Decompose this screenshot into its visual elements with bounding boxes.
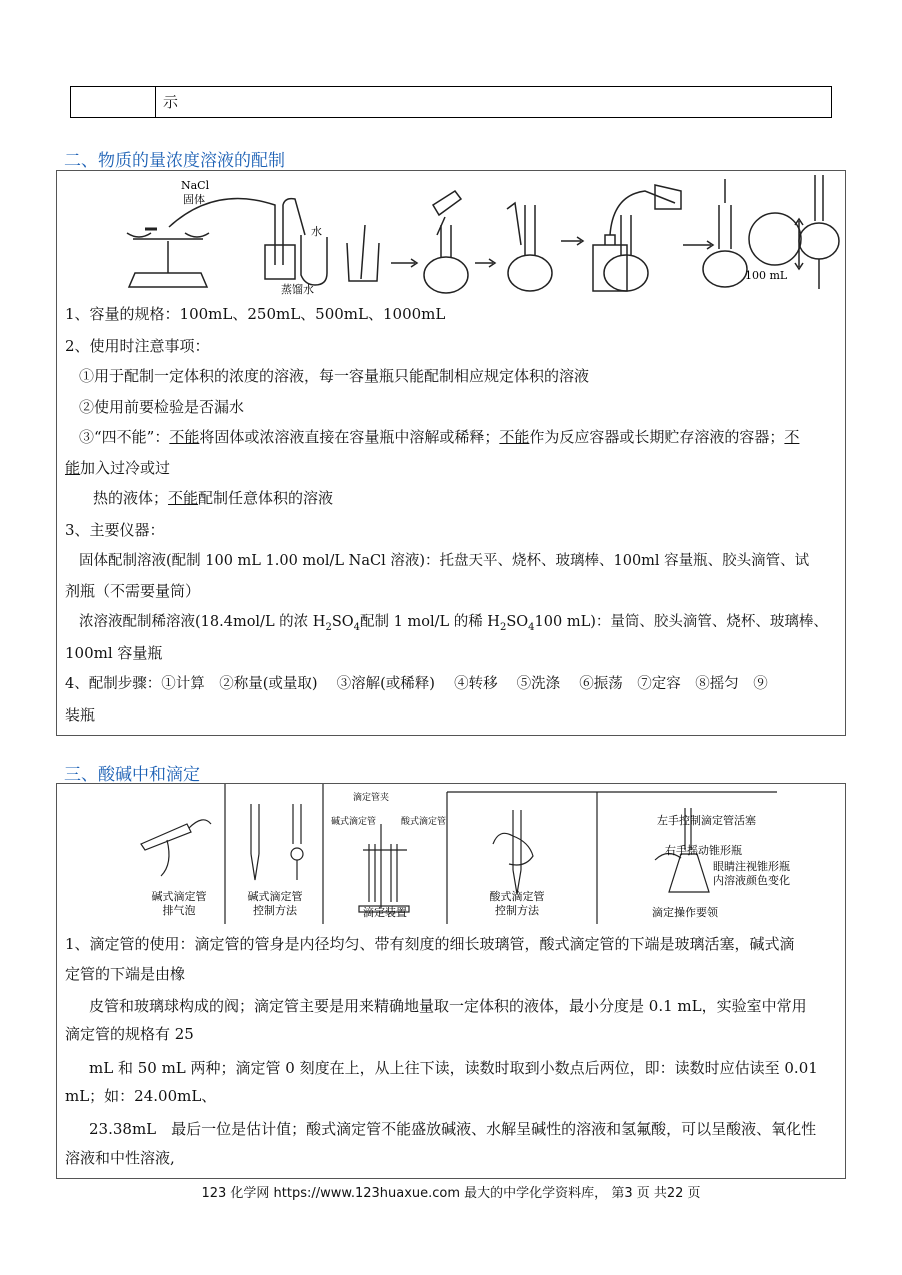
- text-line: 能加入过冷或过: [65, 459, 171, 477]
- text-line: 3、主要仪器：: [65, 521, 165, 539]
- text-line: 固体配制溶液(配制 100 mL 1.00 mol/L NaCl 溶液)：托盘天平、烧杯、玻璃棒、100ml 容量瓶、胶头滴管、试: [79, 553, 810, 569]
- text-line: 4、配制步骤：①计算 ②称量(或量取) ③溶解(或稀释) ④转移 ⑤洗涤 ⑥振荡 ⑦定容 ⑧摇匀 ⑨: [65, 676, 768, 692]
- text-line: 皮管和玻璃球构成的阀；滴定管主要是用来精确地量取一定体积的液体，最小分度是 0.1 mL，实验室中常用: [89, 997, 807, 1015]
- caption-base-burette-control: 碱式滴定管: [247, 890, 303, 903]
- text-line: 23.38mL 最后一位是估计值；酸式滴定管不能盛放碱液、水解呈碱性的溶液和氢氟酸，可以呈酸液、氧化性: [89, 1120, 817, 1138]
- text-line: 装瓶: [65, 706, 96, 724]
- text-line: mL；如：24.00mL、: [65, 1087, 217, 1105]
- label-nacl: NaCl: [181, 179, 210, 192]
- text-line: 100ml 容量瓶: [65, 644, 163, 662]
- table-cell-empty: [71, 87, 156, 117]
- text-line: 滴定管的规格有 25: [65, 1025, 194, 1043]
- label-base-burette: 碱式滴定管: [331, 817, 377, 827]
- text-line: ②使用前要检验是否漏水: [79, 398, 245, 416]
- label-eyes: 眼睛注视锥形瓶: [713, 860, 790, 873]
- text-line: 定管的下端是由橡: [65, 965, 186, 983]
- text-line: 热的液体；不能配制任意体积的溶液: [93, 489, 334, 507]
- caption-control-method: 控制方法: [253, 904, 297, 917]
- label-distilled-water: 蒸馏水: [281, 283, 314, 296]
- text-line: ①用于配制一定体积的浓度的溶液，每一容量瓶只能配制相应规定体积的溶液: [79, 367, 590, 385]
- caption-control-method-2: 控制方法: [495, 904, 539, 917]
- titration-figure: [137, 784, 790, 924]
- label-right-hand: 右手摇动锥形瓶: [665, 844, 742, 857]
- section-title-solution-prep: 二、物质的量浓度溶液的配制: [64, 151, 285, 171]
- caption-expel-bubble: 排气泡: [162, 904, 196, 917]
- table-cell-text: 示: [163, 93, 179, 111]
- caption-titration-operation: 滴定操作要领: [652, 906, 718, 919]
- label-left-hand: 左手控制滴定管活塞: [657, 814, 756, 827]
- caption-base-burette-bubble: 碱式滴定管: [151, 890, 207, 903]
- label-water: 水: [311, 225, 322, 238]
- label-color-change: 内溶液颜色变化: [713, 874, 790, 887]
- label-solid: 固体: [183, 193, 205, 206]
- page-footer: 123 化学网 https://www.123huaxue.com 最大的中学化学资料库， 第3 页 共22 页: [201, 1186, 701, 1201]
- solution-prep-figure: [115, 175, 795, 301]
- label-burette-clamp: 滴定管夹: [353, 793, 390, 803]
- text-line: 2、使用时注意事项：: [65, 337, 210, 355]
- shaking-flask-figure: [793, 171, 845, 301]
- top-table-row: [70, 86, 832, 118]
- text-line: 1、滴定管的使用：滴定管的管身是内径均匀、带有刻度的细长玻璃管，酸式滴定管的下端是玻璃活塞，碱式滴: [65, 935, 795, 953]
- section-title-titration: 三、酸碱中和滴定: [64, 765, 200, 785]
- text-line: 溶液和中性溶液,: [65, 1149, 175, 1167]
- label-acid-burette: 酸式滴定管: [401, 817, 447, 827]
- label-100ml: 100 mL: [745, 269, 788, 282]
- text-line: 1、容量的规格：100mL、250mL、500mL、1000mL: [65, 305, 446, 323]
- text-line: ③“四不能”：不能将固体或浓溶液直接在容量瓶中溶解或稀释；不能作为反应容器或长期贮存溶液的容器；不: [79, 428, 800, 446]
- text-line: 浓溶液配制稀溶液(18.4mol/L 的浓 $H_2SO_4$配制 1 mol/L 的稀 $H_2SO_4100$ mL)：量筒、胶头滴管、烧杯、玻璃棒、: [79, 614, 828, 633]
- text-line: mL 和 50 mL 两种；滴定管 0 刻度在上，从上往下读，读数时取到小数点后两位，即：读数时应估读至 0.01: [89, 1059, 818, 1077]
- section-box-solution-prep: [56, 170, 846, 736]
- caption-acid-burette-control: 酸式滴定管: [489, 890, 545, 903]
- caption-titration-setup: 滴定装置: [363, 906, 407, 919]
- text-line: 剂瓶（不需要量筒）: [65, 582, 201, 600]
- section-box-titration: [56, 783, 846, 1179]
